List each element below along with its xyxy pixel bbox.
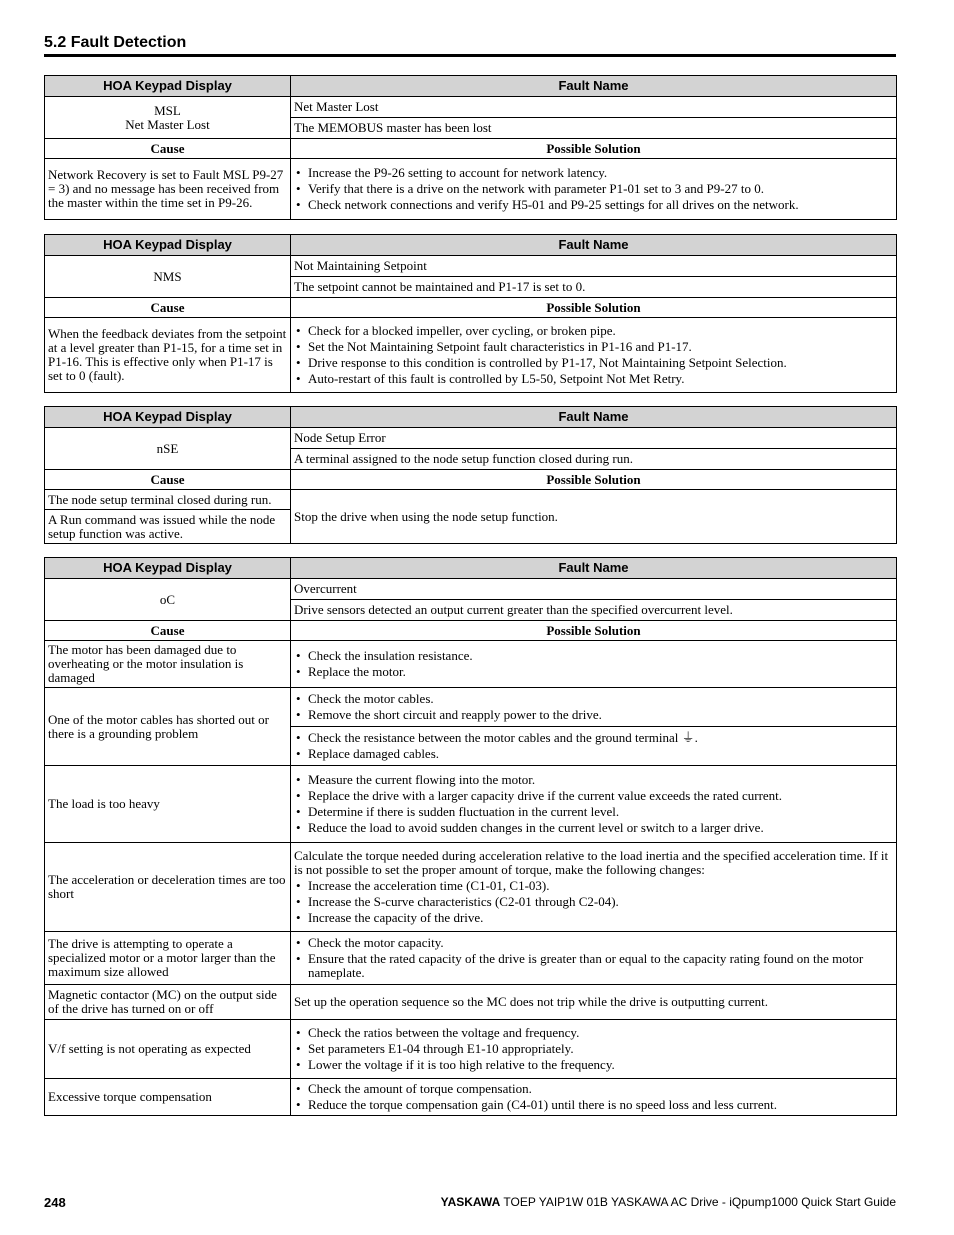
solution-cell: Set up the operation sequence so the MC does not trip while the drive is outputting current. [291, 985, 897, 1020]
section-rule [44, 54, 896, 57]
cause-header: Cause [45, 621, 291, 641]
solution-intro: Calculate the torque needed during acceleration relative to the load inertia and the specified acceleration time. If it is not possible to set the proper amount of torque, make the following changes: [294, 848, 889, 877]
solution-item: • Verify that there is a drive on the network with parameter P1-01 set to 3 and P9-27 to 0. [294, 182, 893, 196]
solution-cell [291, 932, 897, 985]
solution-item: • Drive response to this condition is controlled by P1-17, Not Maintaining Setpoint Selection. [294, 356, 893, 370]
hoa-header: HOA Keypad Display [45, 558, 291, 579]
solution-item: • Check the motor cables. [294, 692, 893, 706]
fault-table-oc [44, 557, 897, 1116]
solution-item: • Set parameters E1-04 through E1-10 appropriately. [294, 1042, 893, 1056]
cause-cell: A Run command was issued while the node setup function was active. [45, 510, 291, 544]
fault-name: Net Master Lost [291, 97, 897, 118]
solution-item: • Check the motor capacity. [294, 936, 893, 950]
solution-item: • Check for a blocked impeller, over cycling, or broken pipe. [294, 324, 893, 338]
page-number: 248 [44, 1195, 66, 1210]
section-title: 5.2 Fault Detection [44, 34, 187, 51]
solution-cell [291, 1079, 897, 1116]
solution-item: • Check the ratios between the voltage and frequency. [294, 1026, 893, 1040]
cause-cell: The motor has been damaged due to overheating or the motor insulation is damaged [45, 641, 291, 688]
cause-cell: V/f setting is not operating as expected [45, 1020, 291, 1079]
fault-name: Not Maintaining Setpoint [291, 256, 897, 277]
fault-name: Overcurrent [291, 579, 897, 600]
solution-item: • Auto-restart of this fault is controlled by L5-50, Setpoint Not Met Retry. [294, 372, 893, 386]
fault-description: The MEMOBUS master has been lost [291, 118, 897, 139]
fault-description: The setpoint cannot be maintained and P1-17 is set to 0. [291, 277, 897, 298]
cause-cell: Excessive torque compensation [45, 1079, 291, 1116]
solution-item: • Determine if there is sudden fluctuation in the current level. [294, 805, 893, 819]
solution-item: • Increase the S-curve characteristics (C2-01 through C2-04). [294, 895, 893, 909]
brand-name: YASKAWA [440, 1195, 501, 1209]
solution-cell [291, 727, 897, 766]
fault-table-nse [44, 406, 897, 544]
cause-header: Cause [45, 298, 291, 318]
hoa-header: HOA Keypad Display [45, 76, 291, 97]
solution-item: • Replace damaged cables. [294, 747, 893, 761]
solution-item: • Reduce the torque compensation gain (C4-01) until there is no speed loss and less current. [294, 1098, 893, 1112]
solution-item: • Increase the capacity of the drive. [294, 911, 893, 925]
solution-item: • Check the amount of torque compensation. [294, 1082, 893, 1096]
solution-item: • Replace the motor. [294, 665, 893, 679]
display-code: NMS [45, 256, 291, 298]
solution-header: Possible Solution [291, 139, 897, 159]
solution-cell: Stop the drive when using the node setup function. [291, 490, 897, 544]
solution-item: • Ensure that the rated capacity of the drive is greater than or equal to the capacity rating found on the motor nameplate. [294, 952, 893, 980]
cause-header: Cause [45, 139, 291, 159]
cause-cell: Magnetic contactor (MC) on the output side of the drive has turned on or off [45, 985, 291, 1020]
solution-cell [291, 688, 897, 727]
fault-name-header: Fault Name [291, 76, 897, 97]
solution-cell [291, 766, 897, 843]
cause-cell: Network Recovery is set to Fault MSL P9-27 = 3) and no message has been received from the master within the time set in P9-26. [45, 159, 291, 220]
solution-cell [291, 159, 897, 220]
solution-cell [291, 318, 897, 393]
document-reference: TOEP YAIP1W 01B YASKAWA AC Drive - iQpump1000 Quick Start Guide [503, 1195, 896, 1209]
cause-cell: The drive is attempting to operate a specialized motor or a motor larger than the maximum size allowed [45, 932, 291, 985]
fault-name-header: Fault Name [291, 407, 897, 428]
hoa-header: HOA Keypad Display [45, 235, 291, 256]
solution-item: • Remove the short circuit and reapply power to the drive. [294, 708, 893, 722]
cause-cell: The load is too heavy [45, 766, 291, 843]
display-code: oC [45, 579, 291, 621]
solution-item: • Reduce the load to avoid sudden changes in the current level or switch to a larger drive. [294, 821, 893, 835]
solution-header: Possible Solution [291, 621, 897, 641]
fault-description: A terminal assigned to the node setup function closed during run. [291, 449, 897, 470]
solution-item: • Increase the acceleration time (C1-01, C1-03). [294, 879, 893, 893]
solution-item: • Set the Not Maintaining Setpoint fault characteristics in P1-16 and P1-17. [294, 340, 893, 354]
fault-table-nms [44, 234, 897, 393]
hoa-header: HOA Keypad Display [45, 407, 291, 428]
solution-item: • Replace the drive with a larger capacity drive if the current value exceeds the rated current. [294, 789, 893, 803]
hoa-display-cell [45, 97, 291, 139]
solution-item: • Check the resistance between the motor cables and the ground terminal ⏚. [294, 731, 893, 745]
solution-cell [291, 843, 897, 932]
fault-name-header: Fault Name [291, 235, 897, 256]
solution-item: • Check network connections and verify H5-01 and P9-25 settings for all drives on the network. [294, 198, 893, 212]
cause-cell: When the feedback deviates from the setpoint at a level greater than P1-15, for a time set in P1-16. This is effective only when P1-17 is set to 0 (fault). [45, 318, 291, 393]
cause-cell: The node setup terminal closed during run. [45, 490, 291, 510]
solution-item: • Increase the P9-26 setting to account for network latency. [294, 166, 893, 180]
fault-name-header: Fault Name [291, 558, 897, 579]
solution-item: • Check the insulation resistance. [294, 649, 893, 663]
fault-description: Drive sensors detected an output current greater than the specified overcurrent level. [291, 600, 897, 621]
display-code: nSE [45, 428, 291, 470]
fault-table-msl [44, 75, 897, 220]
solution-header: Possible Solution [291, 470, 897, 490]
cause-cell: One of the motor cables has shorted out or there is a grounding problem [45, 688, 291, 766]
solution-item: • Measure the current flowing into the motor. [294, 773, 893, 787]
solution-item: • Lower the voltage if it is too high relative to the frequency. [294, 1058, 893, 1072]
display-code: MSL [154, 102, 181, 118]
footer-reference [441, 1195, 896, 1209]
fault-name: Node Setup Error [291, 428, 897, 449]
solution-cell [291, 641, 897, 688]
cause-cell: The acceleration or deceleration times are too short [45, 843, 291, 932]
solution-header: Possible Solution [291, 298, 897, 318]
solution-cell [291, 1020, 897, 1079]
cause-header: Cause [45, 470, 291, 490]
display-name: Net Master Lost [125, 116, 210, 132]
